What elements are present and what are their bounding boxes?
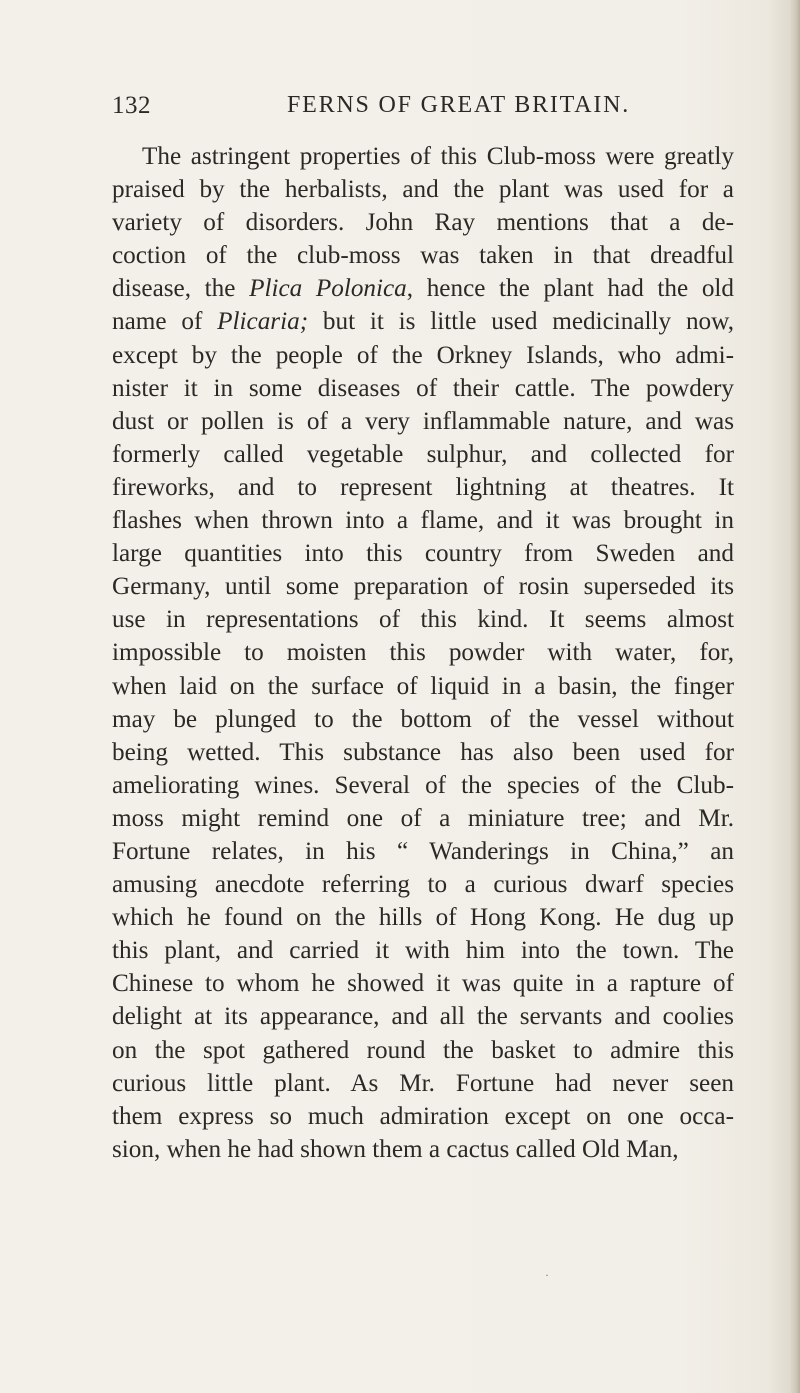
- text-segment: The astringent properties of this Club-moss were greatly: [142, 143, 734, 170]
- text-line: [112, 769, 734, 802]
- text-line: [112, 438, 734, 471]
- text-line: [112, 1067, 734, 1100]
- text-segment: on the spot gathered round the basket to admire this: [112, 1036, 734, 1064]
- text-segment: praised by the herbalists, and the plant was used for a: [112, 176, 734, 204]
- text-line: [112, 736, 734, 769]
- text-segment: Fortune relates, in his “ Wanderings in China,” an: [112, 837, 734, 865]
- text-segment: Germany, until some preparation of rosin superseded its: [112, 573, 734, 601]
- text-line: [112, 868, 734, 901]
- text-line: [112, 140, 734, 173]
- text-line: [112, 703, 734, 736]
- text-line: [112, 835, 734, 868]
- text-segment: variety of disorders. John Ray mentions that a de-: [112, 209, 734, 237]
- text-line: [112, 305, 734, 338]
- body-text: [112, 140, 734, 1166]
- text-line: [112, 901, 734, 934]
- text-line: [112, 504, 734, 537]
- text-segment: impossible to moisten this powder with water, for,: [112, 639, 734, 667]
- text-segment: them express so much admiration except on one occa-: [112, 1102, 734, 1130]
- text-line: [112, 471, 734, 504]
- text-line: [112, 537, 734, 570]
- text-segment: which he found on the hills of Hong Kong. He dug up: [112, 904, 734, 932]
- text-line: [112, 206, 734, 239]
- text-line: [112, 636, 734, 669]
- text-line: [112, 934, 734, 967]
- text-line: [112, 802, 734, 835]
- text-segment: curious little plant. As Mr. Fortune had never seen: [112, 1069, 734, 1097]
- text-segment: , hence the plant had the old: [406, 275, 735, 303]
- text-line: [112, 967, 734, 1000]
- text-line: [112, 405, 734, 438]
- text-line: [112, 570, 734, 603]
- text-segment: coction of the club-moss was taken in that dreadful: [112, 242, 734, 270]
- italic-term: Plica Polonica: [249, 275, 407, 303]
- text-segment: large quantities into this country from Sweden and: [112, 540, 734, 568]
- text-segment: nister it in some diseases of their cattle. The powdery: [112, 374, 734, 402]
- text-segment: disease, the: [112, 275, 250, 303]
- text-line: [112, 1133, 734, 1166]
- text-segment: but it is little used medicinally now,: [308, 308, 734, 336]
- text-segment: dust or pollen is of a very inflammable nature, and was: [112, 407, 734, 435]
- text-segment: use in representations of this kind. It seems almost: [112, 606, 734, 634]
- text-segment: being wetted. This substance has also been used for: [112, 738, 734, 766]
- text-segment: amusing anecdote referring to a curious dwarf species: [112, 871, 734, 899]
- text-line: [112, 1000, 734, 1033]
- text-segment: moss might remind one of a miniature tree; and Mr.: [112, 804, 734, 832]
- italic-term: Plicaria;: [217, 308, 309, 336]
- page-number: 132: [112, 92, 151, 119]
- text-line: [112, 603, 734, 636]
- text-segment: sion, when he had shown them a cactus called Old Man,: [112, 1135, 679, 1163]
- page-edge-shadow: [790, 0, 800, 1393]
- text-segment: name of: [112, 308, 218, 336]
- text-segment: may be plunged to the bottom of the vessel without: [112, 705, 734, 733]
- text-line: [112, 372, 734, 405]
- text-line: [112, 339, 734, 372]
- text-segment: delight at its appearance, and all the servants and coolies: [112, 1003, 734, 1031]
- text-segment: formerly called vegetable sulphur, and collected for: [112, 440, 734, 468]
- text-line: [112, 239, 734, 272]
- text-segment: flashes when thrown into a flame, and it was brought in: [112, 507, 734, 535]
- text-line: [112, 1100, 734, 1133]
- ink-speck: ·: [545, 1268, 549, 1282]
- page-header: [112, 92, 730, 126]
- text-segment: this plant, and carried it with him into the town. The: [112, 937, 734, 965]
- text-line: [112, 1034, 734, 1067]
- text-segment: except by the people of the Orkney Islands, who admi-: [112, 341, 734, 369]
- text-segment: when laid on the surface of liquid in a basin, the finger: [112, 672, 734, 700]
- text-line: [112, 272, 734, 305]
- running-title: FERNS OF GREAT BRITAIN.: [287, 92, 631, 118]
- text-segment: Chinese to whom he showed it was quite in a rapture of: [112, 970, 734, 998]
- text-segment: fireworks, and to represent lightning at theatres. It: [112, 473, 734, 501]
- text-segment: ameliorating wines. Several of the species of the Club-: [112, 771, 734, 799]
- text-line: [112, 670, 734, 703]
- text-line: [112, 173, 734, 206]
